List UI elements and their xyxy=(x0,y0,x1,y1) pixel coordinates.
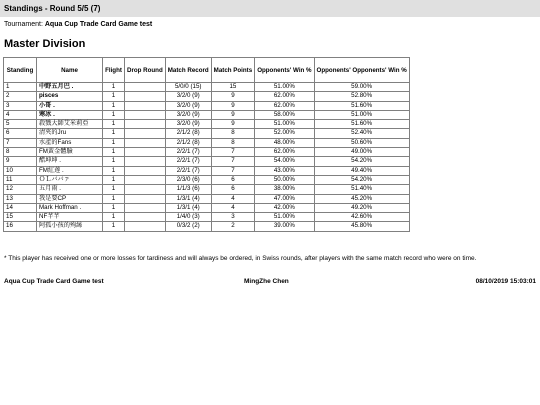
cell-match-points: 15 xyxy=(211,83,255,92)
cell-flight: 1 xyxy=(103,194,125,203)
cell-opp-opp-win: 45.80% xyxy=(314,222,409,231)
cell-standing: 15 xyxy=(4,213,37,222)
cell-opp-opp-win: 51.60% xyxy=(314,101,409,110)
cell-match-record: 1/1/3 (6) xyxy=(165,185,211,194)
cell-opp-opp-win: 52.40% xyxy=(314,129,409,138)
cell-standing: 3 xyxy=(4,101,37,110)
header-opp-opp-win: Opponents' Opponents' Win % xyxy=(314,58,409,83)
cell-match-record: 3/2/0 (9) xyxy=(165,101,211,110)
cell-name: 我是要CP xyxy=(37,194,103,203)
table-row xyxy=(4,213,410,222)
cell-match-record: 1/4/0 (3) xyxy=(165,213,211,222)
cell-name: 五月雨 . xyxy=(37,185,103,194)
cell-opponents-win: 62.00% xyxy=(255,101,314,110)
cell-flight: 1 xyxy=(103,110,125,119)
cell-match-points: 8 xyxy=(211,138,255,147)
cell-match-points: 9 xyxy=(211,120,255,129)
cell-match-record: 2/2/1 (7) xyxy=(165,157,211,166)
cell-match-points: 7 xyxy=(211,148,255,157)
cell-drop-round xyxy=(125,194,166,203)
cell-standing: 12 xyxy=(4,185,37,194)
cell-match-record: 3/2/0 (9) xyxy=(165,92,211,101)
cell-name: 小哥 . xyxy=(37,101,103,110)
cell-match-record: 2/1/2 (8) xyxy=(165,129,211,138)
cell-standing: 2 xyxy=(4,92,37,101)
cell-flight: 1 xyxy=(103,185,125,194)
cell-name: 中野五月巴 . xyxy=(37,83,103,92)
cell-drop-round xyxy=(125,166,166,175)
cell-opp-opp-win: 51.60% xyxy=(314,120,409,129)
cell-standing: 13 xyxy=(4,194,37,203)
page-title: Standings - Round 5/5 (7) xyxy=(4,4,101,13)
cell-drop-round xyxy=(125,120,166,129)
table-row xyxy=(4,166,410,175)
cell-standing: 10 xyxy=(4,166,37,175)
cell-drop-round xyxy=(125,157,166,166)
cell-match-record: 3/2/0 (9) xyxy=(165,120,211,129)
cell-match-record: 2/3/0 (6) xyxy=(165,175,211,184)
header-name: Name xyxy=(37,58,103,83)
cell-opponents-win: 38.00% xyxy=(255,185,314,194)
cell-flight: 1 xyxy=(103,120,125,129)
cell-match-record: 2/1/2 (8) xyxy=(165,138,211,147)
table-row xyxy=(4,185,410,194)
cell-name: 清夾的Jru xyxy=(37,129,103,138)
table-row xyxy=(4,203,410,212)
cell-match-points: 4 xyxy=(211,194,255,203)
cell-flight: 1 xyxy=(103,101,125,110)
cell-standing: 7 xyxy=(4,138,37,147)
table-row xyxy=(4,138,410,147)
footer-datetime: 08/10/2019 15:03:01 xyxy=(475,278,536,285)
page-title-bar xyxy=(0,0,540,17)
cell-match-points: 8 xyxy=(211,129,255,138)
table-row xyxy=(4,101,410,110)
cell-name: 殺戮大師艾米莉亞 xyxy=(37,120,103,129)
cell-drop-round xyxy=(125,138,166,147)
cell-match-points: 9 xyxy=(211,101,255,110)
standings-table xyxy=(3,57,410,232)
cell-match-record: 0/3/2 (2) xyxy=(165,222,211,231)
header-match-record: Match Record xyxy=(165,58,211,83)
cell-opp-opp-win: 50.60% xyxy=(314,138,409,147)
cell-flight: 1 xyxy=(103,203,125,212)
table-row xyxy=(4,157,410,166)
cell-flight: 1 xyxy=(103,222,125,231)
footer-tournament: Aqua Cup Trade Card Game test xyxy=(4,278,104,285)
cell-standing: 5 xyxy=(4,120,37,129)
cell-name: ＯＬババァ xyxy=(37,175,103,184)
tournament-label: Tournament: xyxy=(4,21,43,28)
cell-opponents-win: 47.00% xyxy=(255,194,314,203)
cell-standing: 14 xyxy=(4,203,37,212)
cell-flight: 1 xyxy=(103,157,125,166)
cell-opp-opp-win: 54.20% xyxy=(314,175,409,184)
cell-standing: 8 xyxy=(4,148,37,157)
cell-drop-round xyxy=(125,148,166,157)
cell-match-points: 9 xyxy=(211,110,255,119)
cell-name: FM黃金體驗 xyxy=(37,148,103,157)
table-header-row xyxy=(4,58,410,83)
header-flight: Flight xyxy=(103,58,125,83)
cell-match-points: 6 xyxy=(211,185,255,194)
cell-opponents-win: 51.00% xyxy=(255,120,314,129)
cell-opp-opp-win: 49.40% xyxy=(314,166,409,175)
cell-name: 水產的Fans xyxy=(37,138,103,147)
cell-opponents-win: 52.00% xyxy=(255,129,314,138)
table-row xyxy=(4,194,410,203)
cell-standing: 11 xyxy=(4,175,37,184)
cell-standing: 16 xyxy=(4,222,37,231)
tournament-name: Aqua Cup Trade Card Game test xyxy=(44,21,153,28)
header-match-points: Match Points xyxy=(211,58,255,83)
table-row xyxy=(4,120,410,129)
cell-name: 醋坤坤 . xyxy=(37,157,103,166)
cell-drop-round xyxy=(125,110,166,119)
cell-opponents-win: 42.00% xyxy=(255,203,314,212)
cell-drop-round xyxy=(125,83,166,92)
cell-opp-opp-win: 45.20% xyxy=(314,194,409,203)
cell-opponents-win: 39.00% xyxy=(255,222,314,231)
header-drop-round: Drop Round xyxy=(125,58,166,83)
cell-name: Mark Hoffman . xyxy=(37,203,103,212)
cell-match-record: 2/2/1 (7) xyxy=(165,166,211,175)
cell-match-points: 7 xyxy=(211,157,255,166)
cell-flight: 1 xyxy=(103,138,125,147)
cell-name: NF芊芊 xyxy=(37,213,103,222)
cell-drop-round xyxy=(125,101,166,110)
cell-name: pisces xyxy=(37,92,103,101)
cell-opp-opp-win: 51.00% xyxy=(314,110,409,119)
cell-drop-round xyxy=(125,203,166,212)
table-row xyxy=(4,110,410,119)
tardiness-note: * This player has received one or more losses for tardiness and will always be ordered, in Swiss rounds, after players with the same match record who were on time. xyxy=(4,255,477,262)
table-row xyxy=(4,222,410,231)
cell-flight: 1 xyxy=(103,213,125,222)
table-row xyxy=(4,175,410,184)
cell-opp-opp-win: 49.20% xyxy=(314,203,409,212)
cell-name: FM紅莲 . xyxy=(37,166,103,175)
tournament-line xyxy=(4,21,152,28)
cell-opponents-win: 43.00% xyxy=(255,166,314,175)
cell-opponents-win: 51.00% xyxy=(255,213,314,222)
table-row xyxy=(4,148,410,157)
cell-match-record: 5/0/0 (15) xyxy=(165,83,211,92)
cell-opp-opp-win: 49.00% xyxy=(314,148,409,157)
cell-opponents-win: 58.00% xyxy=(255,110,314,119)
cell-match-record: 1/3/1 (4) xyxy=(165,194,211,203)
cell-drop-round xyxy=(125,222,166,231)
header-opponents-win: Opponents' Win % xyxy=(255,58,314,83)
division-heading: Master Division xyxy=(4,38,86,50)
cell-standing: 6 xyxy=(4,129,37,138)
cell-opponents-win: 50.00% xyxy=(255,175,314,184)
cell-match-record: 2/2/1 (7) xyxy=(165,148,211,157)
cell-match-points: 9 xyxy=(211,92,255,101)
cell-opp-opp-win: 59.00% xyxy=(314,83,409,92)
cell-match-points: 4 xyxy=(211,203,255,212)
cell-match-record: 1/3/1 (4) xyxy=(165,203,211,212)
cell-opponents-win: 54.00% xyxy=(255,157,314,166)
cell-standing: 4 xyxy=(4,110,37,119)
table-row xyxy=(4,129,410,138)
cell-opponents-win: 62.00% xyxy=(255,92,314,101)
cell-opponents-win: 48.00% xyxy=(255,138,314,147)
cell-drop-round xyxy=(125,185,166,194)
cell-opponents-win: 51.00% xyxy=(255,83,314,92)
footer-author: MingZhe Chen xyxy=(244,278,289,285)
cell-flight: 1 xyxy=(103,83,125,92)
cell-match-points: 2 xyxy=(211,222,255,231)
table-row xyxy=(4,83,410,92)
table-row xyxy=(4,92,410,101)
cell-flight: 1 xyxy=(103,129,125,138)
cell-match-points: 3 xyxy=(211,213,255,222)
cell-flight: 1 xyxy=(103,175,125,184)
cell-opponents-win: 62.00% xyxy=(255,148,314,157)
cell-match-points: 7 xyxy=(211,166,255,175)
cell-opp-opp-win: 52.80% xyxy=(314,92,409,101)
cell-flight: 1 xyxy=(103,92,125,101)
cell-name: 寒冰 . xyxy=(37,110,103,119)
cell-match-record: 3/2/0 (9) xyxy=(165,110,211,119)
cell-drop-round xyxy=(125,175,166,184)
cell-flight: 1 xyxy=(103,166,125,175)
cell-match-points: 6 xyxy=(211,175,255,184)
cell-flight: 1 xyxy=(103,148,125,157)
cell-drop-round xyxy=(125,213,166,222)
cell-drop-round xyxy=(125,129,166,138)
cell-standing: 1 xyxy=(4,83,37,92)
cell-standing: 9 xyxy=(4,157,37,166)
cell-opp-opp-win: 54.20% xyxy=(314,157,409,166)
cell-drop-round xyxy=(125,92,166,101)
cell-name: 阿孤小孩的殉絲 xyxy=(37,222,103,231)
header-standing: Standing xyxy=(4,58,37,83)
cell-opp-opp-win: 42.60% xyxy=(314,213,409,222)
cell-opp-opp-win: 51.40% xyxy=(314,185,409,194)
